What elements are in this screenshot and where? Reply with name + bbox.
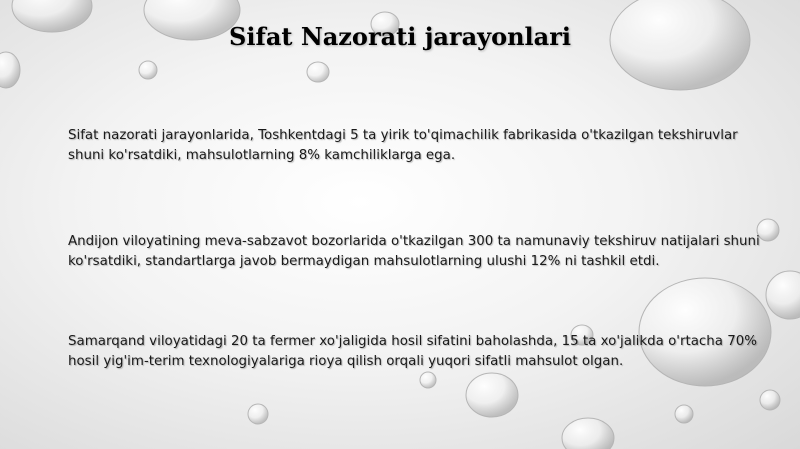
water-drop [307,62,329,82]
water-drop [139,61,157,79]
water-drop [766,271,800,319]
paragraph-3: Samarqand viloyatidagi 20 ta fermer xo'jaligida hosil sifatini baholashda, 15 ta xo'jalikda o'rtacha 70% hosil yig'im-terim texnologiyalariga rioya qilish orqali yuqori sifatli mahsulot olgan. [68,334,758,369]
water-drop [562,418,614,449]
water-drop [675,405,693,423]
paragraph-2: Andijon viloyatining meva-sabzavot bozorlarida o'tkazilgan 300 ta namunaviy tekshiruv natijalari shuni ko'rsatdiki, standartlarga javob bermaydigan mahsulotlarning ulushi 12% ni tashkil etdi. [68,234,760,269]
water-drop [420,372,436,388]
water-drop [248,404,268,424]
slide-title: Sifat Nazorati jarayonlari [229,22,571,51]
water-drop [0,52,20,88]
water-drop [466,373,518,417]
water-drop [760,390,780,410]
paragraph-1: Sifat nazorati jarayonlarida, Toshkentdagi 5 ta yirik to'qimachilik fabrikasida o'tkazilgan tekshiruvlar shuni ko'rsatdiki, mahsulotlarning 8% kamchiliklarga ega. [68,128,738,163]
